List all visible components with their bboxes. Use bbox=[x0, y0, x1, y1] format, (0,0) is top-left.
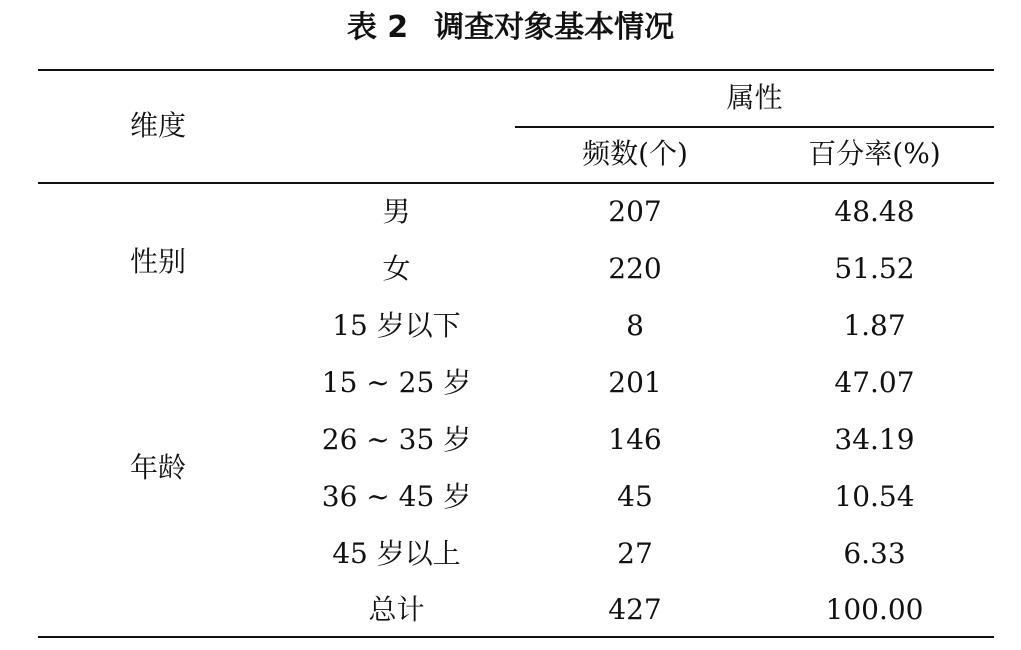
group-label-gender: 性别 bbox=[129, 245, 186, 278]
row-frequency: 427 bbox=[608, 593, 662, 626]
row-percentage: 47.07 bbox=[834, 366, 915, 399]
table-number: 表 2 bbox=[346, 10, 409, 45]
row-category: 15 ~ 25 岁 bbox=[321, 366, 472, 399]
row-frequency: 201 bbox=[608, 366, 662, 399]
header-percentage: 百分率(%) bbox=[808, 137, 941, 170]
row-percentage: 51.52 bbox=[834, 252, 915, 285]
row-frequency: 45 bbox=[617, 480, 653, 513]
header-frequency: 频数(个) bbox=[582, 137, 688, 170]
header-dimension: 维度 bbox=[129, 109, 186, 142]
table-caption bbox=[0, 6, 1021, 50]
header-attribute: 属性 bbox=[726, 81, 783, 114]
table-title: 调查对象基本情况 bbox=[434, 10, 675, 45]
row-percentage: 10.54 bbox=[834, 480, 915, 513]
attribute-sub-rule bbox=[515, 126, 994, 128]
row-frequency: 27 bbox=[617, 537, 653, 570]
row-category: 男 bbox=[382, 195, 411, 228]
header-rule bbox=[38, 182, 994, 184]
row-percentage: 1.87 bbox=[843, 309, 906, 342]
row-category: 女 bbox=[382, 252, 411, 285]
row-frequency: 8 bbox=[626, 309, 644, 342]
row-category: 15 岁以下 bbox=[332, 309, 461, 342]
bottom-rule bbox=[38, 636, 994, 638]
row-percentage: 100.00 bbox=[825, 593, 924, 626]
top-rule bbox=[38, 69, 994, 71]
row-frequency: 146 bbox=[608, 423, 662, 456]
row-category: 26 ~ 35 岁 bbox=[321, 423, 472, 456]
row-category: 45 岁以上 bbox=[332, 537, 461, 570]
row-percentage: 48.48 bbox=[834, 195, 915, 228]
row-category: 36 ~ 45 岁 bbox=[321, 480, 472, 513]
row-percentage: 34.19 bbox=[834, 423, 915, 456]
row-frequency: 207 bbox=[608, 195, 662, 228]
row-frequency: 220 bbox=[608, 252, 662, 285]
group-label-age: 年龄 bbox=[129, 451, 186, 484]
row-percentage: 6.33 bbox=[843, 537, 906, 570]
row-category: 总计 bbox=[368, 593, 425, 626]
